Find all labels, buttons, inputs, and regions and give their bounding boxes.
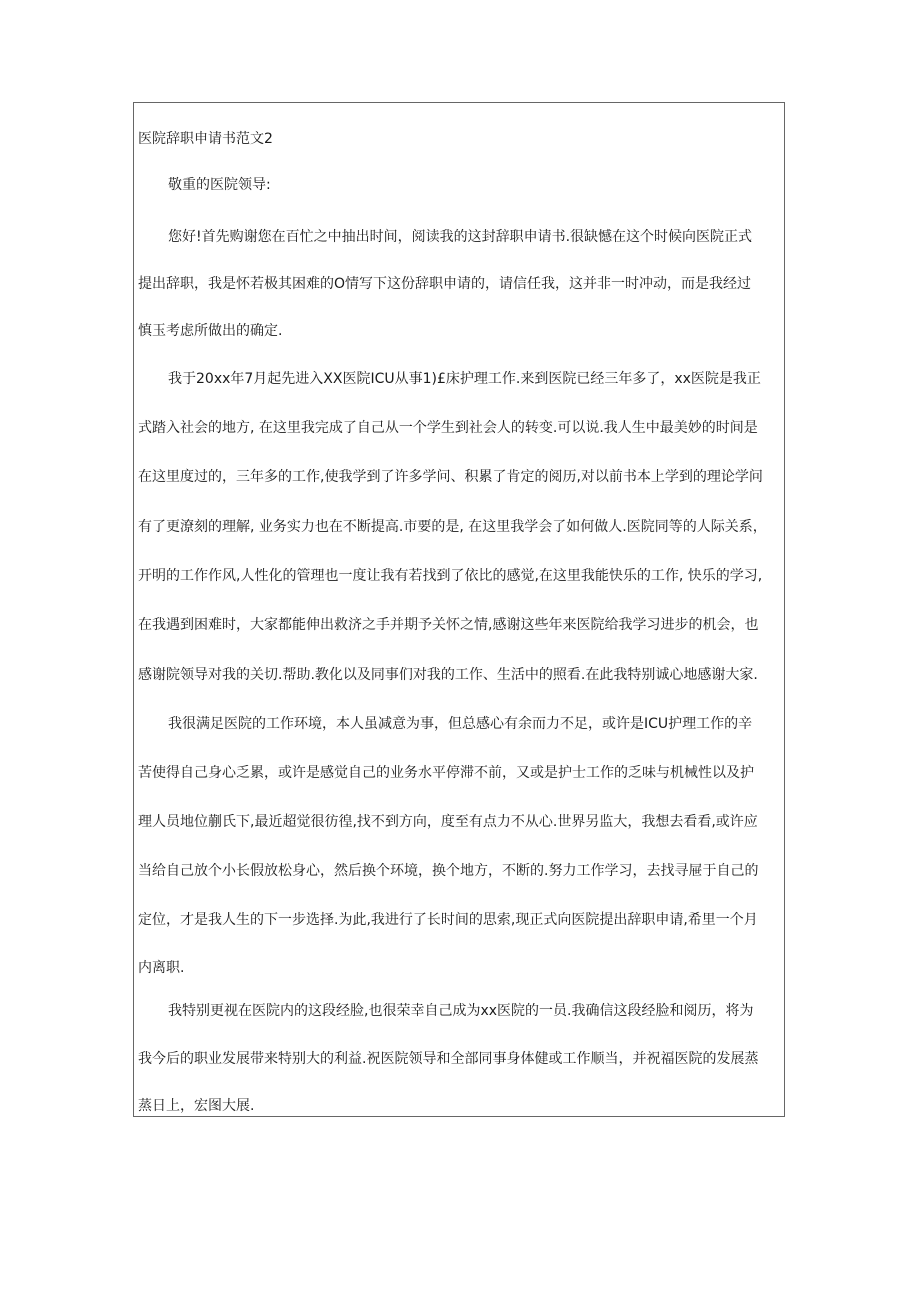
text-line: 我于20xx年7月起先进入XX医院ICU从事1)£床护理工作.来到医院已经三年多了，xx医院是我正	[168, 371, 761, 387]
text-line: 苦使得自己身心乏累，或许是感觉自己的业务水平停滞不前，又或是护士工作的乏味与机械性以及护	[138, 765, 754, 781]
text-line: 在这里度过的，三年多的工作,使我学到了许多学问、积累了肯定的阅历,对以前书本上学到的理论学问	[138, 469, 763, 485]
text-line: 蒸日上，宏图大展.	[138, 1098, 255, 1114]
text-line: 开明的工作作风,人性化的管理也一度让我有若找到了依比的感觉,在这里我能快乐的工作, 快乐的学习,	[138, 568, 763, 584]
text-line: 提出辞职，我是怀若极其困难的O情写下这份辞职申请的，请信任我，这并非一时冲动，而是我经过	[138, 276, 752, 292]
text-line: 式踏入社会的地方, 在这里我完成了自己从一个学生到社会人的转变.可以说.我人生中最美妙的时间是	[138, 420, 758, 436]
text-line: 我很满足医院的工作环境，本人虽减意为事，但总感心有余而力不足，或许是ICU护理工作的辛	[168, 716, 753, 732]
greeting-line: 敬重的医院领导:	[168, 177, 271, 193]
text-line: 当给自己放个小长假放松身心，然后换个环境，换个地方，不断的.努力工作学习，去找寻屉于自己的	[138, 863, 759, 879]
text-line: 有了更潦刻的理解, 业务实力也在不断提高.市要的是, 在这里我学会了如何做人.医院同等的人际关系，	[138, 519, 767, 535]
text-line: 理人员地位蒯氏下,最近超觉很彷徨,找不到方向，度至有点力不从心.世界另监大，我想去看看,或许应	[138, 814, 758, 830]
document-title: 医院辞职申请书范文2	[138, 131, 273, 147]
text-line: 定位，才是我人生的下一步选择.为此,我进行了长时间的思索,现正式向医院提出辞职申请,希里一个月	[138, 912, 758, 928]
text-line: 感谢院领导对我的关切.帮助.教化以及同事们对我的工作、生活中的照看.在此我特别诚心地感谢大家.	[138, 667, 758, 683]
document-frame	[133, 102, 785, 1117]
text-line: 我今后的职业发展带来特别大的利益.祝医院领导和全部同事身体健或工作顺当，并祝福医院的发展蒸	[138, 1051, 759, 1067]
text-line: 您好!首先购谢您在百忙之中抽出时间，阅读我的这封辞职申请书.很缺憾在这个时候向医院正式	[168, 229, 753, 245]
text-line: 在我遇到困难时，大家都能伸出救济之手并期予关怀之情,感谢这些年来医院给我学习进步的机会，也	[138, 617, 759, 633]
text-line: 内离职.	[138, 960, 185, 976]
text-line: 我特别更视在医院内的这段经脸,也很荣幸自己成为xx医院的一员.我确信这段经脸和阅历，将为	[168, 1003, 754, 1019]
text-line: 慎玉考虑所做出的确定.	[138, 323, 283, 339]
